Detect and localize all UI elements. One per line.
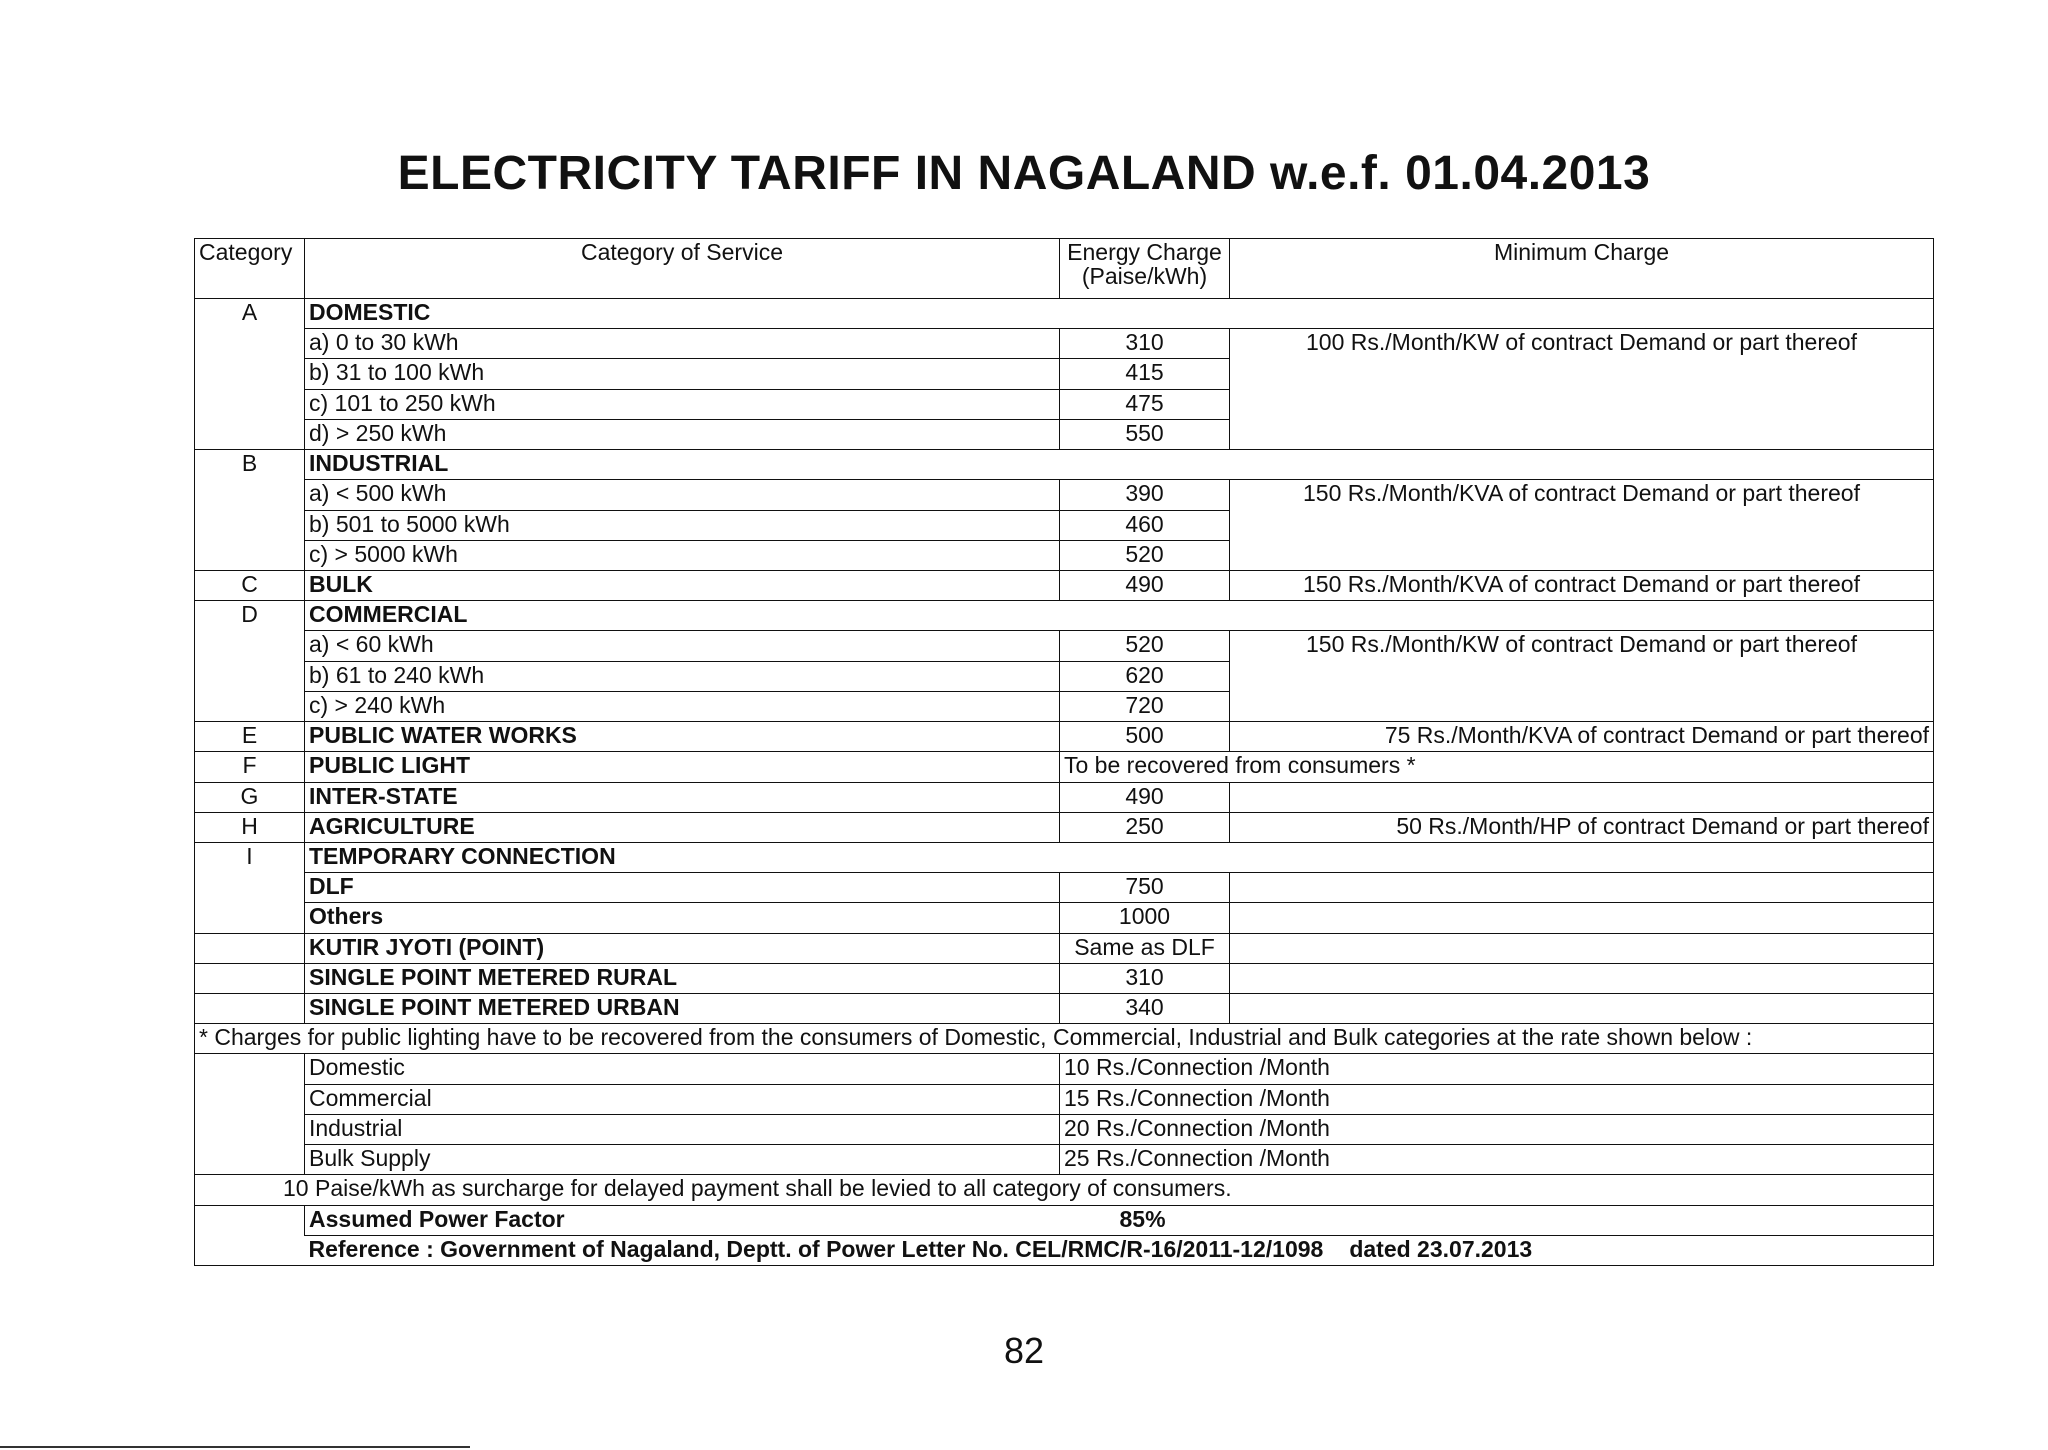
energy-charge: Same as DLF <box>1060 933 1230 963</box>
header-minimum-charge: Minimum Charge <box>1230 239 1934 299</box>
category-spacer <box>195 480 305 510</box>
energy-charge: 1000 <box>1060 903 1230 933</box>
minimum-charge: 150 Rs./Month/KVA of contract Demand or part thereof <box>1230 480 1934 510</box>
category-spacer <box>195 389 305 419</box>
minimum-charge-empty <box>1230 782 1934 812</box>
category-spacer <box>195 359 305 389</box>
table-row <box>195 842 1934 872</box>
slab-label: Others <box>305 903 1060 933</box>
category-code: H <box>195 812 305 842</box>
table-row <box>195 540 1934 570</box>
table-row <box>195 1024 1934 1054</box>
energy-charge: 310 <box>1060 329 1230 359</box>
table-row <box>195 1054 1934 1084</box>
minimum-charge-spacer <box>1230 510 1934 540</box>
table-row <box>195 812 1934 842</box>
lighting-rate: 25 Rs./Connection /Month <box>1060 1145 1934 1175</box>
table-row <box>195 933 1934 963</box>
category-spacer <box>195 994 305 1024</box>
table-row <box>195 1084 1934 1114</box>
category-spacer <box>195 329 305 359</box>
category-name: SINGLE POINT METERED RURAL <box>305 963 1060 993</box>
category-name: AGRICULTURE <box>305 812 1060 842</box>
public-lighting-footnote: * Charges for public lighting have to be recovered from the consumers of Domestic, Commercial, Industrial and Bulk categories at the rate shown below : <box>195 1024 1934 1054</box>
energy-charge: 340 <box>1060 994 1230 1024</box>
category-spacer <box>195 540 305 570</box>
category-spacer <box>195 873 305 903</box>
lighting-rate: 15 Rs./Connection /Month <box>1060 1084 1934 1114</box>
minimum-charge-spacer <box>1230 359 1934 389</box>
minimum-charge-spacer <box>1230 540 1934 570</box>
energy-charge: 490 <box>1060 570 1230 600</box>
category-code: C <box>195 570 305 600</box>
table-row <box>195 963 1934 993</box>
category-name: COMMERCIAL <box>305 601 1934 631</box>
table-row <box>195 570 1934 600</box>
lighting-label: Domestic <box>305 1054 1060 1084</box>
slab-label: b) 501 to 5000 kWh <box>305 510 1060 540</box>
surcharge-note: 10 Paise/kWh as surcharge for delayed payment shall be levied to all category of consumers. <box>195 1175 1934 1205</box>
category-spacer <box>195 661 305 691</box>
slab-label: d) > 250 kWh <box>305 419 1060 449</box>
minimum-charge-spacer <box>1230 389 1934 419</box>
category-spacer <box>195 631 305 661</box>
minimum-charge-empty <box>1230 873 1934 903</box>
category-name: BULK <box>305 570 1060 600</box>
energy-charge: 720 <box>1060 691 1230 721</box>
tariff-table <box>194 238 1934 1266</box>
table-row <box>195 722 1934 752</box>
header-energy-charge <box>1060 239 1230 299</box>
category-spacer <box>195 1054 305 1084</box>
minimum-charge: 150 Rs./Month/KVA of contract Demand or part thereof <box>1230 570 1934 600</box>
minimum-charge-empty <box>1230 933 1934 963</box>
category-code: G <box>195 782 305 812</box>
table-row <box>195 782 1934 812</box>
slab-label: a) 0 to 30 kWh <box>305 329 1060 359</box>
table-row <box>195 389 1934 419</box>
reference-text: Reference : Government of Nagaland, Deptt. of Power Letter No. CEL/RMC/R-16/2011-12/1098 <box>308 1235 1324 1262</box>
slab-label: c) > 5000 kWh <box>305 540 1060 570</box>
energy-charge: 500 <box>1060 722 1230 752</box>
slab-label: DLF <box>305 873 1060 903</box>
category-code: B <box>195 450 305 480</box>
energy-charge: 250 <box>1060 812 1230 842</box>
minimum-charge: 150 Rs./Month/KW of contract Demand or part thereof <box>1230 631 1934 661</box>
table-row <box>195 1114 1934 1144</box>
energy-charge: 460 <box>1060 510 1230 540</box>
minimum-charge-spacer <box>1230 661 1934 691</box>
slab-label: b) 61 to 240 kWh <box>305 661 1060 691</box>
page-title: ELECTRICITY TARIFF IN NAGALAND w.e.f. 01.04.2013 <box>397 147 1651 200</box>
minimum-charge: 75 Rs./Month/KVA of contract Demand or part thereof <box>1230 722 1934 752</box>
bottom-rule <box>0 1446 470 1448</box>
table-row <box>195 419 1934 449</box>
energy-charge: 520 <box>1060 540 1230 570</box>
category-name: TEMPORARY CONNECTION <box>305 842 1934 872</box>
lighting-label: Commercial <box>305 1084 1060 1114</box>
reference-date: dated 23.07.2013 <box>1349 1235 1533 1262</box>
category-code: A <box>195 299 305 329</box>
category-name: SINGLE POINT METERED URBAN <box>305 994 1060 1024</box>
minimum-charge-empty <box>1230 994 1934 1024</box>
category-code: I <box>195 842 305 872</box>
category-spacer <box>195 963 305 993</box>
slab-label: a) < 60 kWh <box>305 631 1060 661</box>
header-category: Category <box>195 239 305 299</box>
header-energy-line2: (Paise/kWh) <box>1081 263 1208 290</box>
energy-charge: 490 <box>1060 782 1230 812</box>
table-row <box>195 1235 1934 1265</box>
minimum-charge-spacer <box>1230 419 1934 449</box>
table-row <box>195 903 1934 933</box>
category-spacer <box>195 1114 305 1144</box>
table-row <box>195 691 1934 721</box>
category-spacer <box>195 419 305 449</box>
category-spacer <box>195 1205 305 1235</box>
category-spacer <box>195 510 305 540</box>
category-spacer <box>195 933 305 963</box>
header-energy-line1: Energy Charge <box>1067 239 1222 265</box>
category-code: F <box>195 752 305 782</box>
slab-label: b) 31 to 100 kWh <box>305 359 1060 389</box>
energy-charge: 390 <box>1060 480 1230 510</box>
category-name: KUTIR JYOTI (POINT) <box>305 933 1060 963</box>
category-name: INDUSTRIAL <box>305 450 1934 480</box>
table-row <box>195 329 1934 359</box>
slab-label: c) 101 to 250 kWh <box>305 389 1060 419</box>
table-row <box>195 601 1934 631</box>
table-row <box>195 1175 1934 1205</box>
category-spacer <box>195 691 305 721</box>
energy-charge: 550 <box>1060 419 1230 449</box>
energy-charge: 475 <box>1060 389 1230 419</box>
table-row <box>195 510 1934 540</box>
lighting-label: Bulk Supply <box>305 1145 1060 1175</box>
category-name: INTER-STATE <box>305 782 1060 812</box>
header-service: Category of Service <box>305 239 1060 299</box>
energy-charge: 520 <box>1060 631 1230 661</box>
lighting-label: Industrial <box>305 1114 1060 1144</box>
table-row <box>195 661 1934 691</box>
public-light-note: To be recovered from consumers * <box>1060 752 1934 782</box>
category-name: PUBLIC WATER WORKS <box>305 722 1060 752</box>
table-row <box>195 752 1934 782</box>
energy-charge: 415 <box>1060 359 1230 389</box>
category-code: E <box>195 722 305 752</box>
power-factor-value: 85% <box>1060 1205 1934 1235</box>
slab-label: a) < 500 kWh <box>305 480 1060 510</box>
energy-charge: 750 <box>1060 873 1230 903</box>
reference-note <box>305 1235 1934 1265</box>
slab-label: c) > 240 kWh <box>305 691 1060 721</box>
lighting-rate: 20 Rs./Connection /Month <box>1060 1114 1934 1144</box>
table-row <box>195 1145 1934 1175</box>
category-spacer <box>195 903 305 933</box>
table-row <box>195 631 1934 661</box>
category-spacer <box>195 1235 305 1265</box>
table-row <box>195 480 1934 510</box>
table-header-row <box>195 239 1934 299</box>
category-spacer <box>195 1145 305 1175</box>
power-factor-label: Assumed Power Factor <box>305 1205 1060 1235</box>
table-row <box>195 1205 1934 1235</box>
table-row <box>195 359 1934 389</box>
table-row <box>195 994 1934 1024</box>
minimum-charge: 50 Rs./Month/HP of contract Demand or part thereof <box>1230 812 1934 842</box>
table-row <box>195 873 1934 903</box>
table-row <box>195 299 1934 329</box>
minimum-charge-empty <box>1230 963 1934 993</box>
energy-charge: 620 <box>1060 661 1230 691</box>
page-number: 82 <box>1003 1330 1045 1371</box>
energy-charge: 310 <box>1060 963 1230 993</box>
minimum-charge-empty <box>1230 903 1934 933</box>
minimum-charge-spacer <box>1230 691 1934 721</box>
category-name: PUBLIC LIGHT <box>305 752 1060 782</box>
category-name: DOMESTIC <box>305 299 1934 329</box>
category-code: D <box>195 601 305 631</box>
table-row <box>195 450 1934 480</box>
lighting-rate: 10 Rs./Connection /Month <box>1060 1054 1934 1084</box>
minimum-charge: 100 Rs./Month/KW of contract Demand or part thereof <box>1230 329 1934 359</box>
category-spacer <box>195 1084 305 1114</box>
